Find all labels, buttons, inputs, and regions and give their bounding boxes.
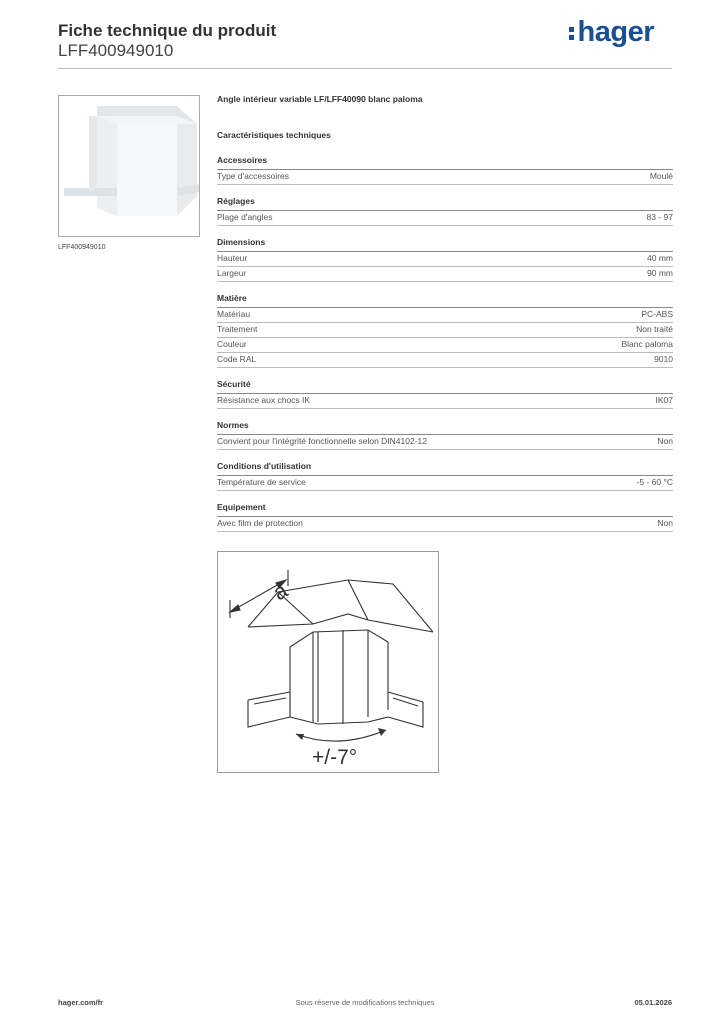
product-reference: LFF400949010 bbox=[58, 41, 174, 60]
spec-label: Avec film de protection bbox=[217, 518, 303, 528]
spec-section bbox=[217, 237, 673, 282]
spec-row bbox=[217, 252, 673, 267]
product-thumbnail bbox=[58, 95, 200, 237]
spec-section bbox=[217, 420, 673, 450]
section-title: Sécurité bbox=[217, 379, 673, 394]
spec-label: Hauteur bbox=[217, 253, 248, 263]
spec-row bbox=[217, 323, 673, 338]
spec-row bbox=[217, 394, 673, 409]
thumbnail-caption: LFF400949010 bbox=[58, 244, 106, 251]
spec-section bbox=[217, 155, 673, 185]
spec-label: Matériau bbox=[217, 309, 251, 319]
spec-section bbox=[217, 502, 673, 532]
spec-label: Température de service bbox=[217, 477, 306, 487]
spec-label: Résistance aux chocs IK bbox=[217, 395, 311, 405]
section-title: Réglages bbox=[217, 196, 673, 211]
product-name: Angle intérieur variable LF/LFF40090 blanc paloma bbox=[217, 94, 423, 104]
spec-value: 83 - 97 bbox=[646, 212, 673, 222]
header-divider bbox=[58, 68, 672, 69]
spec-value: Non bbox=[657, 518, 673, 528]
spec-row bbox=[217, 435, 673, 450]
spec-label: Convient pour l'intégrité fonctionnelle selon DIN4102-12 bbox=[217, 436, 428, 446]
spec-value: 40 mm bbox=[647, 253, 673, 263]
spec-row bbox=[217, 267, 673, 282]
document-header bbox=[58, 21, 276, 61]
logo-dots-icon bbox=[569, 24, 575, 43]
spec-row bbox=[217, 476, 673, 491]
spec-section bbox=[217, 293, 673, 368]
spec-row bbox=[217, 170, 673, 185]
spec-value: Moulé bbox=[649, 171, 673, 181]
spec-row bbox=[217, 308, 673, 323]
spec-row bbox=[217, 353, 673, 368]
spec-value: PC-ABS bbox=[641, 309, 673, 319]
spec-label: Largeur bbox=[217, 268, 247, 278]
technical-drawing bbox=[217, 551, 439, 773]
spec-value: IK07 bbox=[655, 395, 673, 405]
spec-row bbox=[217, 338, 673, 353]
page-title: Fiche technique du produit bbox=[58, 21, 277, 40]
spec-label: Couleur bbox=[217, 339, 247, 349]
footer-website-link[interactable]: hager.com/fr bbox=[58, 998, 104, 1007]
spec-value: -5 - 60 °C bbox=[636, 477, 673, 487]
hager-logo bbox=[569, 16, 654, 49]
product-thumbnail-image bbox=[59, 96, 199, 236]
spec-value: 9010 bbox=[654, 354, 673, 364]
spec-value: 90 mm bbox=[647, 268, 673, 278]
spec-label: Traitement bbox=[217, 324, 258, 334]
dimension-label: a bbox=[268, 577, 292, 606]
spec-section bbox=[217, 196, 673, 226]
spec-section bbox=[217, 461, 673, 491]
section-title: Dimensions bbox=[217, 237, 673, 252]
spec-value: Blanc paloma bbox=[621, 339, 673, 349]
section-title: Conditions d'utilisation bbox=[217, 461, 673, 476]
spec-label: Plage d'angles bbox=[217, 212, 273, 222]
spec-row bbox=[217, 517, 673, 532]
technical-drawing-image bbox=[218, 552, 438, 772]
spec-row bbox=[217, 211, 673, 226]
spec-value: Non bbox=[657, 436, 673, 446]
logo-text: hager bbox=[577, 16, 654, 48]
product-specs bbox=[217, 94, 673, 564]
spec-label: Code RAL bbox=[217, 354, 257, 364]
section-title: Equipement bbox=[217, 502, 673, 517]
angle-label: +/-7° bbox=[312, 746, 358, 769]
tech-specs-heading: Caractéristiques techniques bbox=[217, 130, 331, 140]
footer-disclaimer: Sous réserve de modifications techniques bbox=[295, 998, 435, 1007]
spec-value: Non traité bbox=[636, 324, 673, 334]
spec-label: Type d'accessoires bbox=[217, 171, 290, 181]
section-title: Accessoires bbox=[217, 155, 673, 170]
footer-date: 05.01.2026 bbox=[634, 998, 672, 1007]
section-title: Matière bbox=[217, 293, 673, 308]
spec-section bbox=[217, 379, 673, 409]
section-title: Normes bbox=[217, 420, 673, 435]
